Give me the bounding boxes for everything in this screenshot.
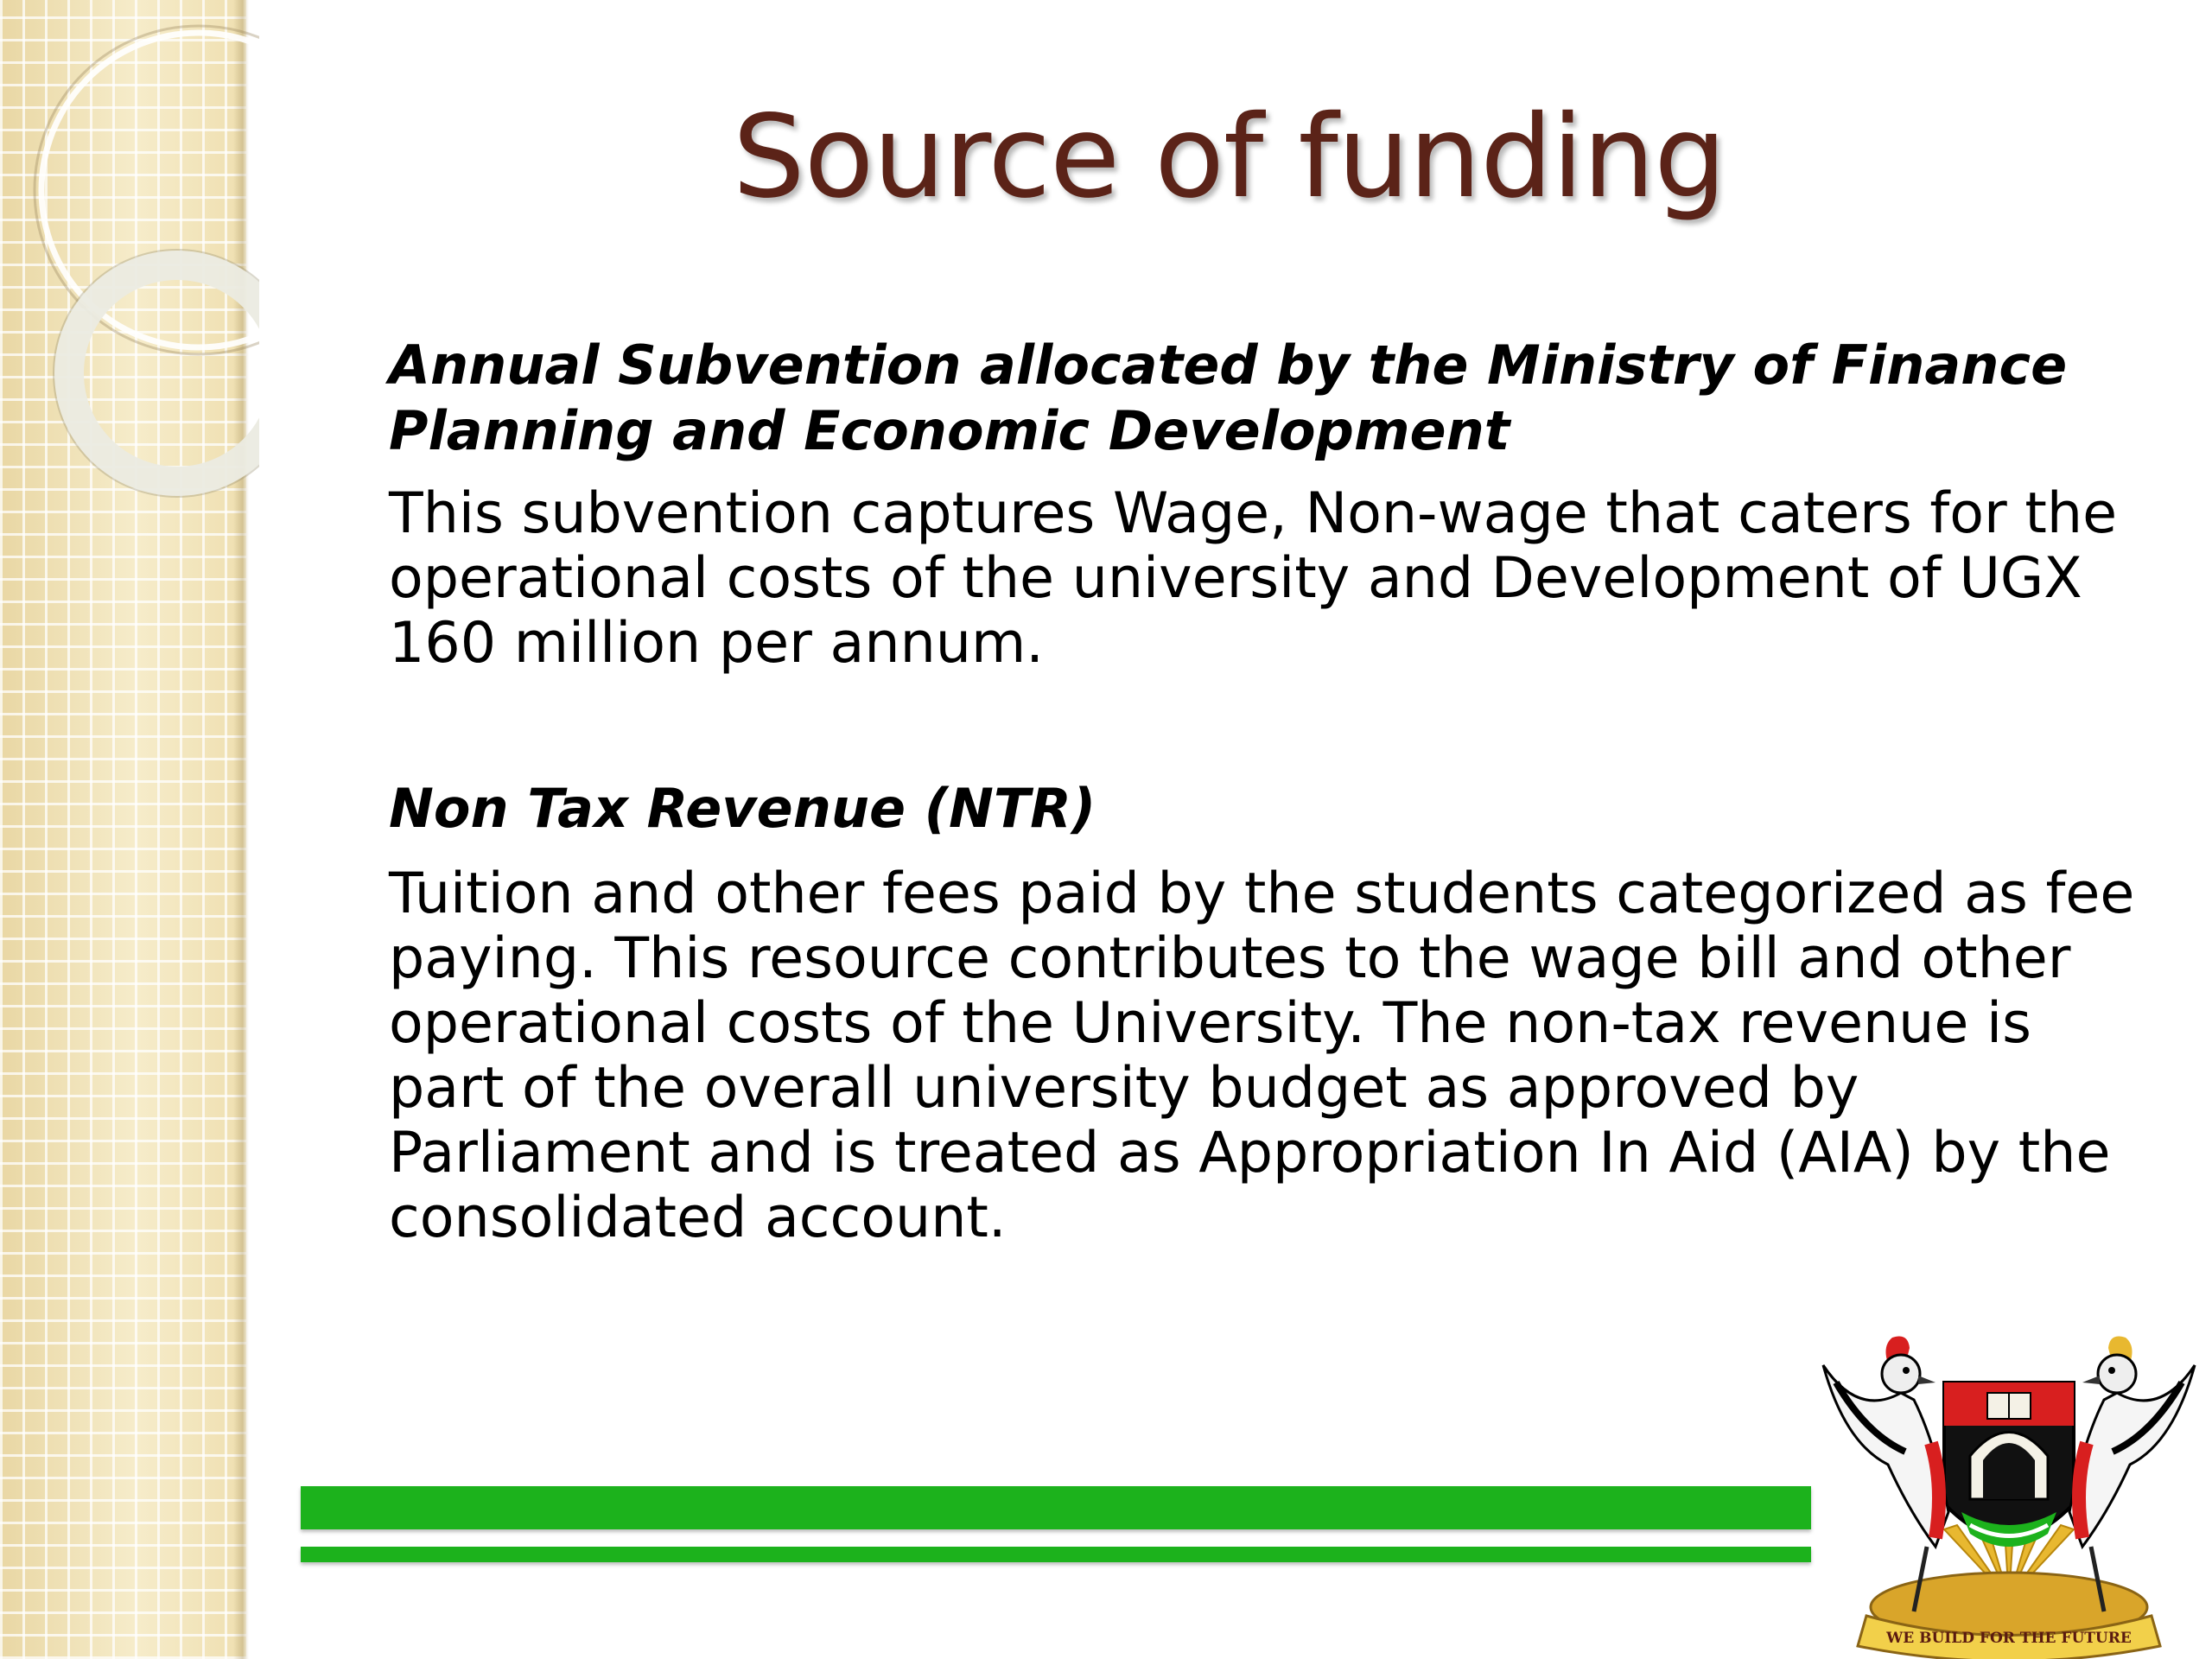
section-heading-ntr: Non Tax Revenue (NTR) [389, 777, 1096, 840]
university-coat-of-arms-icon [1806, 1313, 2212, 1659]
green-divider-bar [301, 1486, 1811, 1529]
section-heading-subvention: Annual Subvention allocated by the Ministry of Finance Planning and Economic Development [389, 334, 2068, 462]
section-body-subvention: This subvention captures Wage, Non-wage that caters for the operational costs of the university and Development of UGX 160 million per annum. [389, 481, 2118, 676]
slide-title: Source of funding [732, 91, 1726, 224]
green-divider-line [301, 1547, 1811, 1562]
section-body-ntr: Tuition and other fees paid by the students categorized as fee paying. This resource contributes to the wage bill and other operational costs of the University. The non-tax revenue is part of the overall university budget as approved by Parliament and is treated as Appropriation In Aid (AIA) by the consolidated account. [389, 861, 2135, 1250]
emblem-motto: WE BUILD FOR THE FUTURE [1886, 1630, 2132, 1647]
decorative-rings [0, 0, 259, 553]
